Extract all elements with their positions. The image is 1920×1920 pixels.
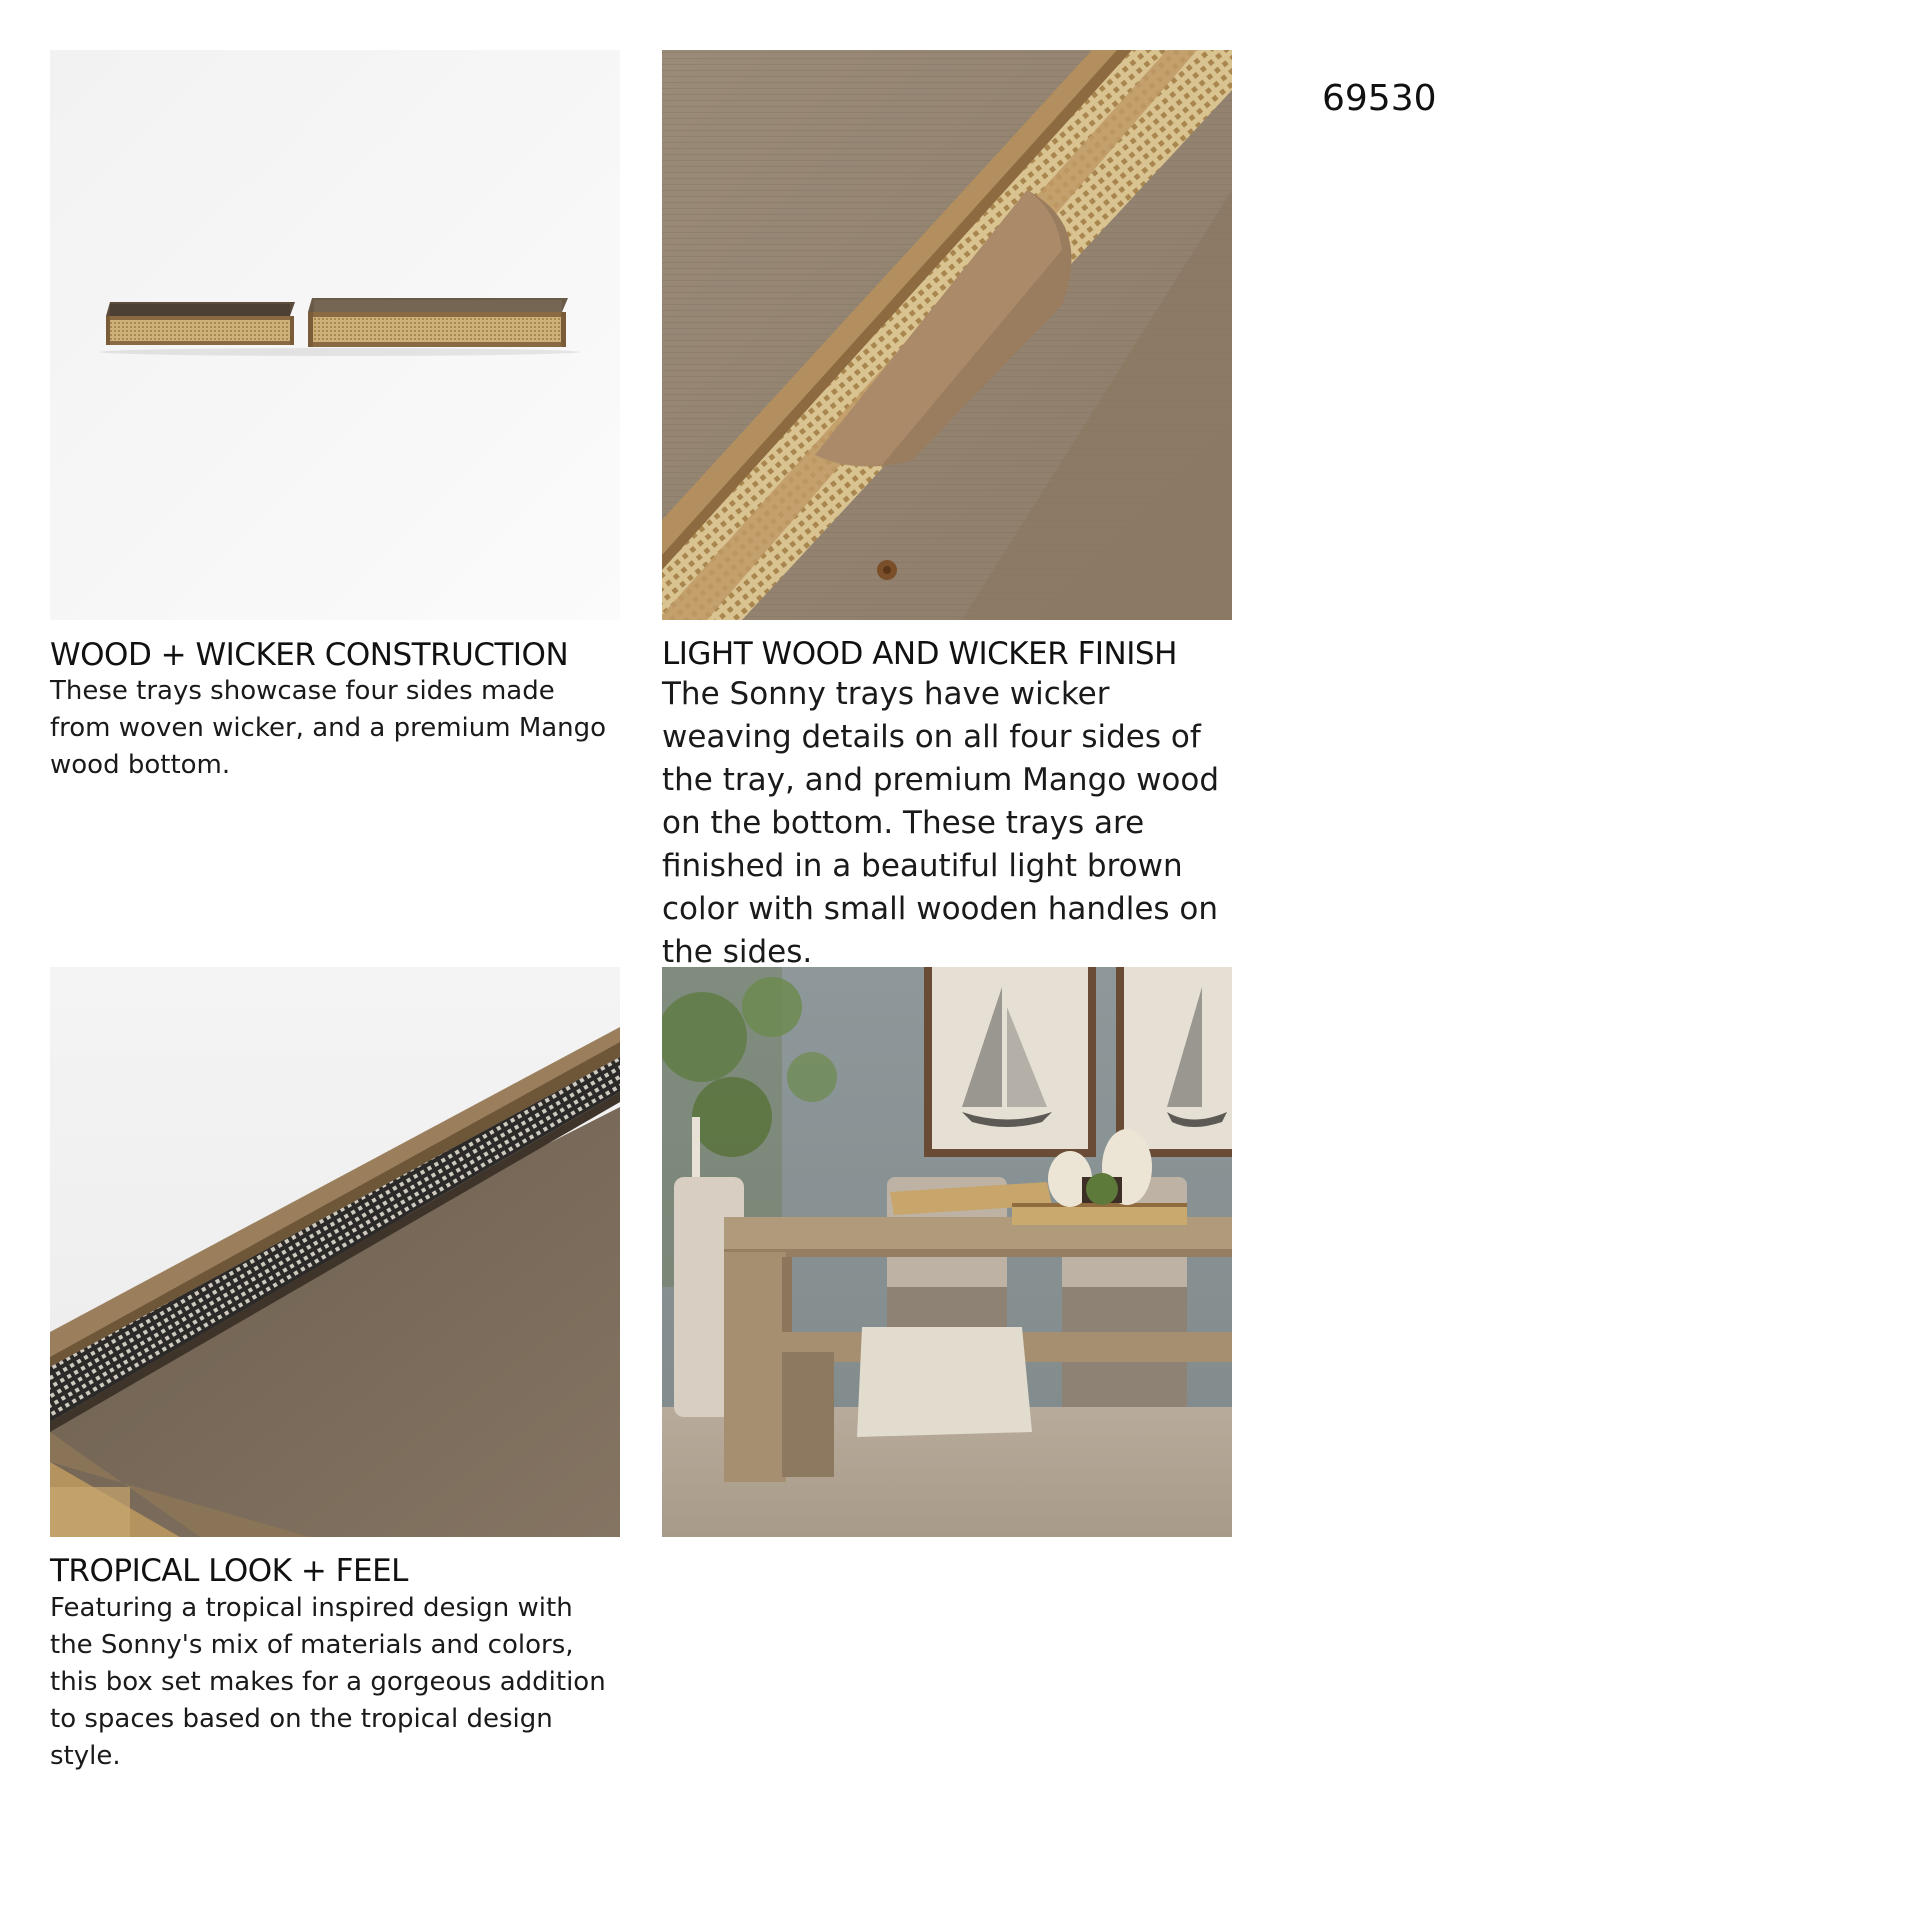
feature-heading-tropical: TROPICAL LOOK + FEEL xyxy=(50,1553,408,1589)
feature-description-construction: These trays showcase four sides made from woven wicker, and a premium Mango wood bottom. xyxy=(50,676,607,780)
feature-description-tropical: Featuring a tropical inspired design with the Sonny's mix of materials and colors, this box set makes for a gorgeous addition to spaces based on the tropical design style. xyxy=(50,1593,606,1771)
detail-photo-handle xyxy=(662,50,1232,620)
detail-photo-corner xyxy=(50,967,620,1537)
feature-description-finish: The Sonny trays have wicker weaving details on all four sides of the tray, and premium Mango wood on the bottom. These trays are finished in a beautiful light brown color with small wooden handles on the sides. xyxy=(662,676,1220,970)
product-sku: 69530 xyxy=(1322,78,1437,119)
product-photo-tray-set xyxy=(50,50,620,620)
feature-heading-finish: LIGHT WOOD AND WICKER FINISH xyxy=(662,636,1177,672)
lifestyle-photo-dining-room xyxy=(662,967,1232,1537)
feature-heading-construction: WOOD + WICKER CONSTRUCTION xyxy=(50,637,569,673)
